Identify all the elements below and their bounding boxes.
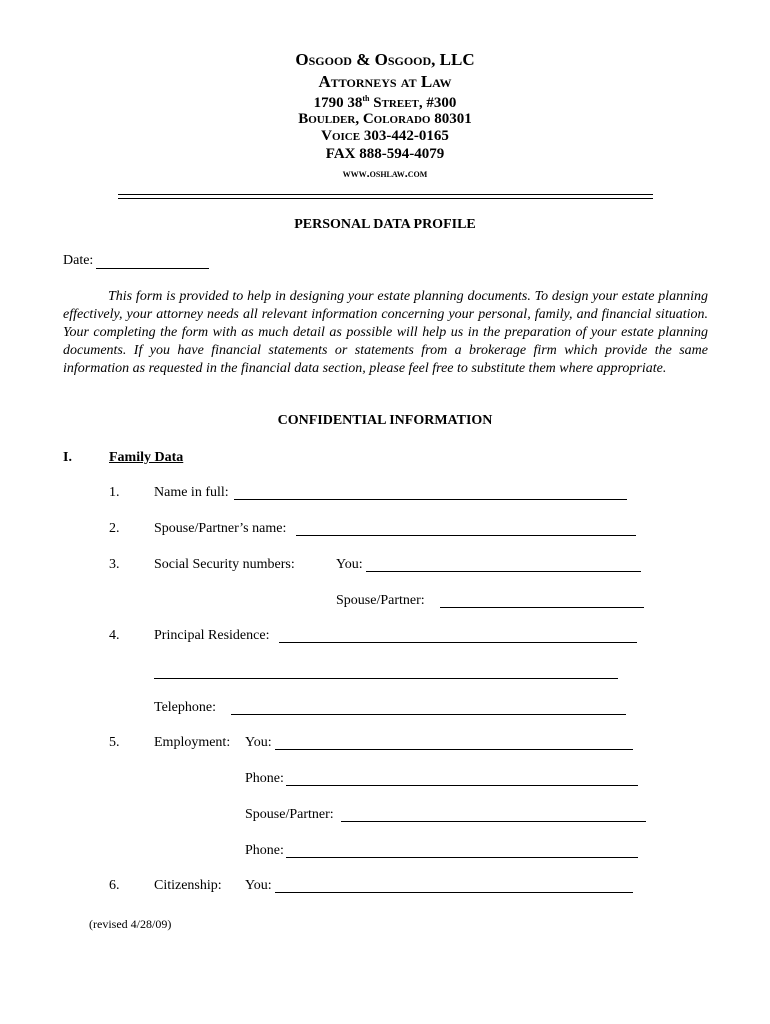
citizenship-you-label: You:: [245, 878, 272, 893]
telephone-field[interactable]: [231, 714, 626, 715]
firm-fax: FAX 888-594-4079: [325, 146, 445, 162]
firm-street: [0, 94, 770, 112]
firm-subtitle: Attorneys at Law: [318, 72, 452, 91]
ssn-you-label: You:: [336, 557, 363, 572]
employment-phone-field[interactable]: [286, 785, 638, 786]
citizenship-you-field[interactable]: [275, 892, 633, 893]
revision-note: (revised 4/28/09): [89, 917, 172, 931]
date-label: Date:: [63, 253, 94, 268]
item-number-2: 2.: [109, 521, 120, 536]
item-number-4: 4.: [109, 628, 120, 643]
employment-spouse-field[interactable]: [341, 821, 646, 822]
ssn-label: Social Security numbers:: [154, 557, 295, 572]
intro-paragraph: This form is provided to help in designing your estate planning documents. To design your estate planning effectively, your attorney needs all relevant information concerning your personal, family, and financial situation. Your completing the form with as much detail as possible will help us in the preparation of your estate planning documents. If you have financial statements or statements from a brokerage firm which provide the same information as requested in the financial data section, please feel free to substitute them where appropriate.: [63, 289, 708, 376]
employment-spouse-phone-label: Phone:: [245, 843, 284, 858]
name-full-label: Name in full:: [154, 485, 229, 500]
residence-label: Principal Residence:: [154, 628, 270, 643]
employment-label: Employment:: [154, 735, 231, 750]
ssn-you-field[interactable]: [366, 571, 641, 572]
item-number-5: 5.: [109, 735, 120, 750]
employment-you-label: You:: [245, 735, 272, 750]
citizenship-label: Citizenship:: [154, 878, 222, 893]
section-number: I.: [63, 450, 72, 465]
residence-field[interactable]: [279, 642, 637, 643]
employment-you-field[interactable]: [275, 749, 633, 750]
residence-field-line-2[interactable]: [154, 678, 618, 679]
spouse-name-label: Spouse/Partner’s name:: [154, 521, 287, 536]
street-number: 1790 38: [313, 95, 363, 111]
street-rest: Street, #300: [369, 95, 457, 111]
ssn-spouse-label: Spouse/Partner:: [336, 593, 425, 608]
firm-voice: Voice 303-442-0165: [321, 128, 449, 144]
employment-spouse-phone-field[interactable]: [286, 857, 638, 858]
confidential-heading: CONFIDENTIAL INFORMATION: [277, 413, 493, 428]
item-number-3: 3.: [109, 557, 120, 572]
section-title: Family Data: [109, 450, 184, 465]
header-divider-bottom: [118, 198, 653, 199]
street-suffix: th: [362, 94, 370, 103]
item-number-1: 1.: [109, 485, 120, 500]
form-title: PERSONAL DATA PROFILE: [294, 217, 476, 232]
employment-phone-label: Phone:: [245, 771, 284, 786]
ssn-spouse-field[interactable]: [440, 607, 644, 608]
firm-city: Boulder, Colorado 80301: [298, 111, 472, 127]
date-field[interactable]: [96, 268, 209, 269]
employment-spouse-label: Spouse/Partner:: [245, 807, 334, 822]
name-full-field[interactable]: [234, 499, 627, 500]
spouse-name-field[interactable]: [296, 535, 636, 536]
firm-name: Osgood & Osgood, LLC: [295, 50, 475, 69]
firm-website: www.oshlaw.com: [342, 166, 428, 180]
header-divider-top: [118, 194, 653, 195]
item-number-6: 6.: [109, 878, 120, 893]
telephone-label: Telephone:: [154, 700, 216, 715]
